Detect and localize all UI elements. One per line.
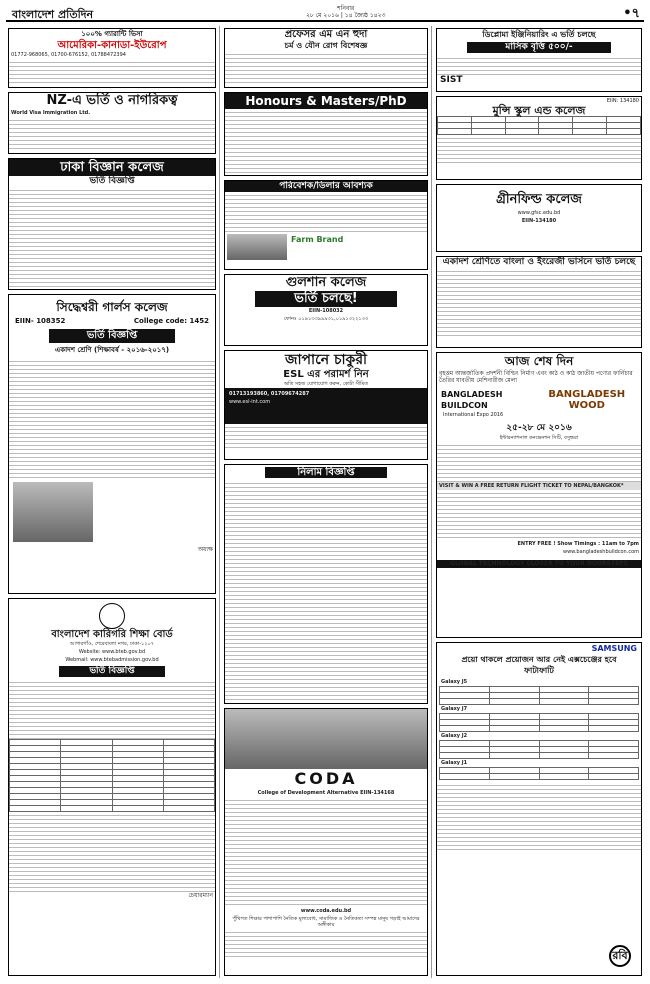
ad-dhaka-science-college: ঢাকা বিজ্ঞান কলেজ ভর্তি বিজ্ঞপ্তি (8, 158, 216, 290)
students-photo (225, 709, 427, 769)
ad-coda-college: CODA College of Development Alternative EIIN-134168 www.coda.edu.bd পুঁথিগত শিক্ষার পাশাপাশি নৈতিক মূল্যবোধ, সামাজিক ও নৈতিকতা সম্পন্ন মানুষ গড়াই আমাদের অঙ্গীকার (224, 708, 428, 976)
ad-bangla-english-version: একাদশ শ্রেণিতে বাংলা ও ইংরেজী ভার্সনে ভর্তি চলছে (436, 256, 642, 348)
ad-diploma-engineering: ডিপ্লোমা ইঞ্জিনিয়ারিং এ ভর্তি চলছে মাসিক বৃত্তি ৫০০/- SIST (436, 28, 642, 92)
ad-samsung-exchange: SAMSUNG প্রয়ো থাকলে প্রয়োজন আর নেই এক্সচেঞ্জের হবে ফাটাফাটি Galaxy J5 Galaxy J7 Galaxy J2 Galaxy J1 রবি (436, 642, 642, 976)
page-number: •৭ (623, 6, 640, 21)
ad-siddheswari-girls-college: সিদ্ধেশ্বরী গার্লস কলেজ EIIN- 108352 College code: 1452 ভর্তি বিজ্ঞপ্তি একাদশ শ্রেণি (শিক্ষাবর্ষ - ২০১৬-২০১৭) অধ্যক্ষ (8, 294, 216, 594)
board-seal-icon (99, 603, 125, 629)
ad-auction-notice: নিলাম বিজ্ঞপ্তি (224, 464, 428, 704)
result-table (437, 116, 641, 135)
ad-greenfield-college: গ্রীনফিল্ড কলেজ www.gfsc.edu.bd EIIN-134180 (436, 184, 642, 252)
newspaper-brand: বাংলাদেশ প্রতিদিন (12, 8, 94, 21)
ad-dealer-wanted: পরিবেশক/ডিলার আবশ্যক Farm Brand (224, 180, 428, 270)
ad-buildcon-expo: আজ শেষ দিন বৃহত্তম আন্তর্জাতিক প্রদর্শনী বিল্ডিং নির্মাণ এবং কাঠ ও কাঠ জাতীয় পণ্যের ফার্নিচার তৈরির যাবতীয় মেশিনারীজ মেলা BANGLADESH BUILDCON International Expo 2016 BANGLADESH WOOD ২৫-২৮ মে ২০১৬ ইন্টারন্যাশনাল কনভেনশন সিটি, বসুন্ধরা VISIT & WIN A FREE RETURN FLIGHT TICKET TO NEPAL/BANGKOK* ENTRY FREE ! Show Timings : 11am to 7pm www.bangladeshbuildcon.com GLOBAL TECHNOLOGY CLOSER TO YOUR DOORSTEPS (436, 352, 642, 638)
ad-munshi-school-college: EIIN: 134180 মুন্সি স্কুল এন্ড কলেজ (436, 96, 642, 180)
left-column (6, 26, 220, 978)
ad-honours-masters: Honours & Masters/PhD (224, 92, 428, 176)
middle-column (222, 26, 432, 978)
issue-date: শনিবার ২৮ মে ২০১৬ | ১৪ জ্যৈষ্ঠ ১৪২৩ (306, 5, 386, 19)
robi-logo: রবি (609, 945, 631, 967)
ad-america-canada: ১০০% গ্যারান্টি ভিসা আমেরিকা-কানাডা-ইউরোপ 01772-968065, 01700-676152, 01788472394 (8, 28, 216, 88)
ad-nz-immigration: NZ-এ ভর্তি ও নাগরিকত্ব World Visa Immigration Ltd. (8, 92, 216, 154)
masthead (6, 4, 644, 22)
right-column (434, 26, 644, 978)
ad-gulshan-college: গুলশান কলেজ ভর্তি চলছে! EIIN-108032 ফোনঃ ০১৯১৩৩৯৯৯৩১,০১৯১৩২২১৩৩ (224, 274, 428, 346)
course-table (9, 739, 215, 812)
ad-doctor-huda: প্রফেসর এম এন হুদা চর্ম ও যৌন রোগ বিশেষজ্ঞ (224, 28, 428, 88)
ad-technical-education-board: বাংলাদেশ কারিগরি শিক্ষা বোর্ড আগারগাঁও, শেরেবাংলা নগর, ঢাকা-১২০৭ Website: www.bteb.gov.bd Webmail: www.btebadmission.gov.bd ভর্তি বিজ্ঞপ্তি চেয়ারম্যান (8, 598, 216, 976)
ad-japan-job: জাপানে চাকুরী ESL এর পরামর্শ নিন অতি সহজ যোগাযোগ করুন, কোটা সীমিত 01713193860, 01709674287 www.esl-int.com (224, 350, 428, 460)
